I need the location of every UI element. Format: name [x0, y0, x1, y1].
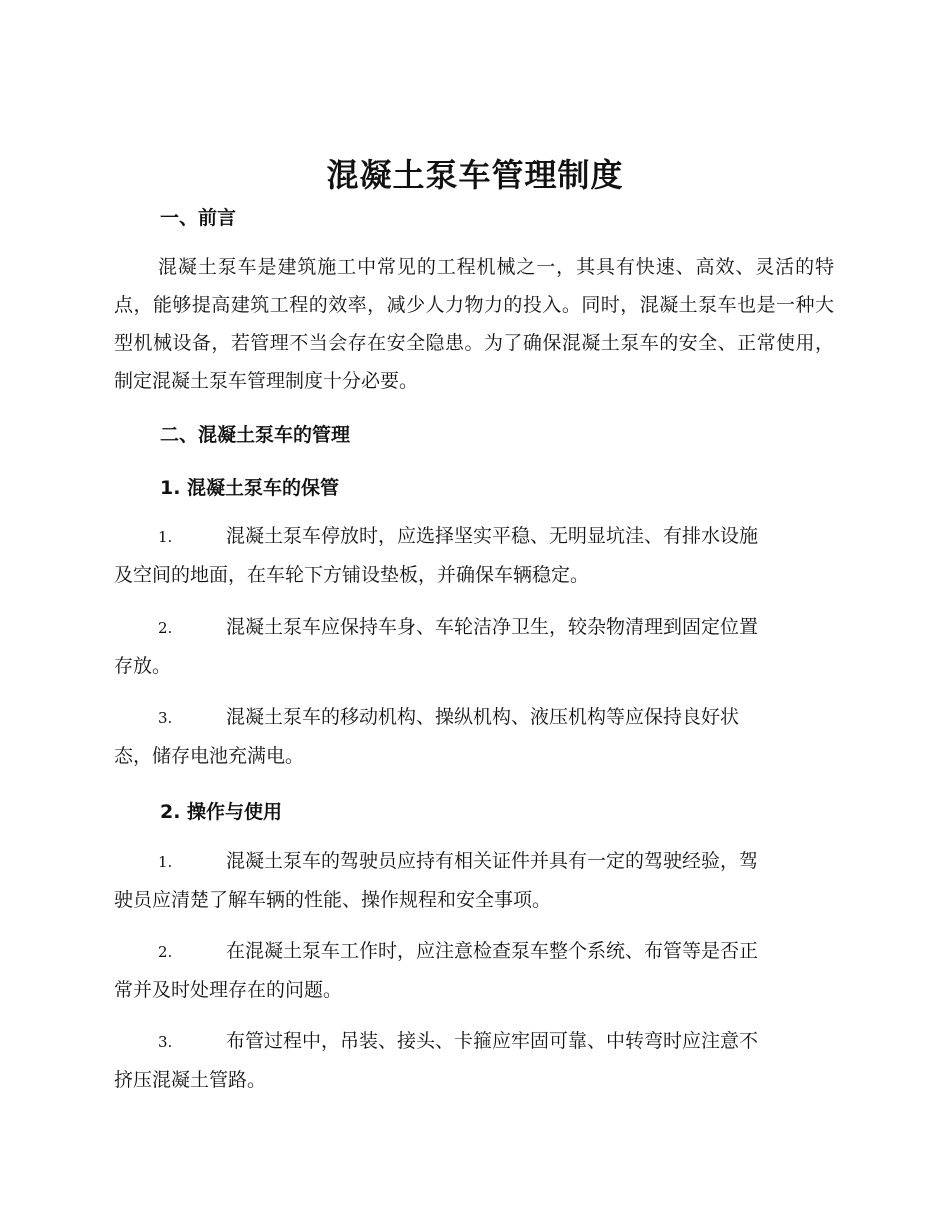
list-item-text: 混凝土泵车的移动机构、操纵机构、液压机构等应保持良好状 [226, 706, 740, 728]
list-item-text: 混凝土泵车应保持车身、车轮洁净卫生，较杂物清理到固定位置 [226, 616, 759, 638]
list-item-text-continued: 存放。 [114, 655, 172, 677]
list-item [114, 608, 834, 685]
list-item-text: 混凝土泵车的驾驶员应持有相关证件并具有一定的驾驶经验，驾 [226, 850, 759, 872]
preface-paragraph: 混凝土泵车是建筑施工中常见的工程机械之一，其具有快速、高效、灵活的特点，能够提高建筑工程的效率，减少人力物力的投入。同时，混凝土泵车也是一种大型机械设备，若管理不当会存在安全隐患。为了确保混凝土泵车的安全、正常使用，制定混凝土泵车管理制度十分必要。 [114, 256, 834, 392]
list-item-text-continued: 态，储存电池充满电。 [114, 745, 305, 767]
list-item-text-continued: 及空间的地面，在车轮下方铺设垫板，并确保车辆稳定。 [114, 564, 590, 586]
list-item-number: 2. [158, 943, 173, 961]
list-item-number: 1. [158, 853, 173, 871]
list-item-text: 混凝土泵车停放时，应选择坚实平稳、无明显坑洼、有排水设施 [226, 525, 759, 547]
list-item [114, 842, 834, 919]
list-item-text-continued: 挤压混凝土管路。 [114, 1069, 267, 1091]
list-item-text-continued: 驶员应清楚了解车辆的性能、操作规程和安全事项。 [114, 889, 552, 911]
list-item [114, 1022, 834, 1099]
list-item-text: 在混凝土泵车工作时，应注意检查泵车整个系统、布管等是否正 [226, 940, 759, 962]
list-item-number: 1. [158, 528, 173, 546]
list-item-text-continued: 常并及时处理存在的问题。 [114, 979, 343, 1001]
subsection-heading-operation: 2. 操作与使用 [160, 801, 283, 823]
list-item-number: 2. [158, 619, 173, 637]
list-item [114, 698, 834, 775]
list-item [114, 517, 834, 594]
list-item-number: 3. [158, 709, 173, 727]
subsection-heading-storage: 1. 混凝土泵车的保管 [160, 477, 340, 499]
list-item [114, 932, 834, 1009]
section-heading-preface: 一、前言 [160, 207, 237, 229]
list-item-number: 3. [158, 1033, 173, 1051]
document-title: 混凝土泵车管理制度 [326, 156, 624, 194]
section-heading-management: 二、混凝土泵车的管理 [160, 424, 351, 446]
list-item-text: 布管过程中，吊装、接头、卡箍应牢固可靠、中转弯时应注意不 [226, 1030, 759, 1052]
